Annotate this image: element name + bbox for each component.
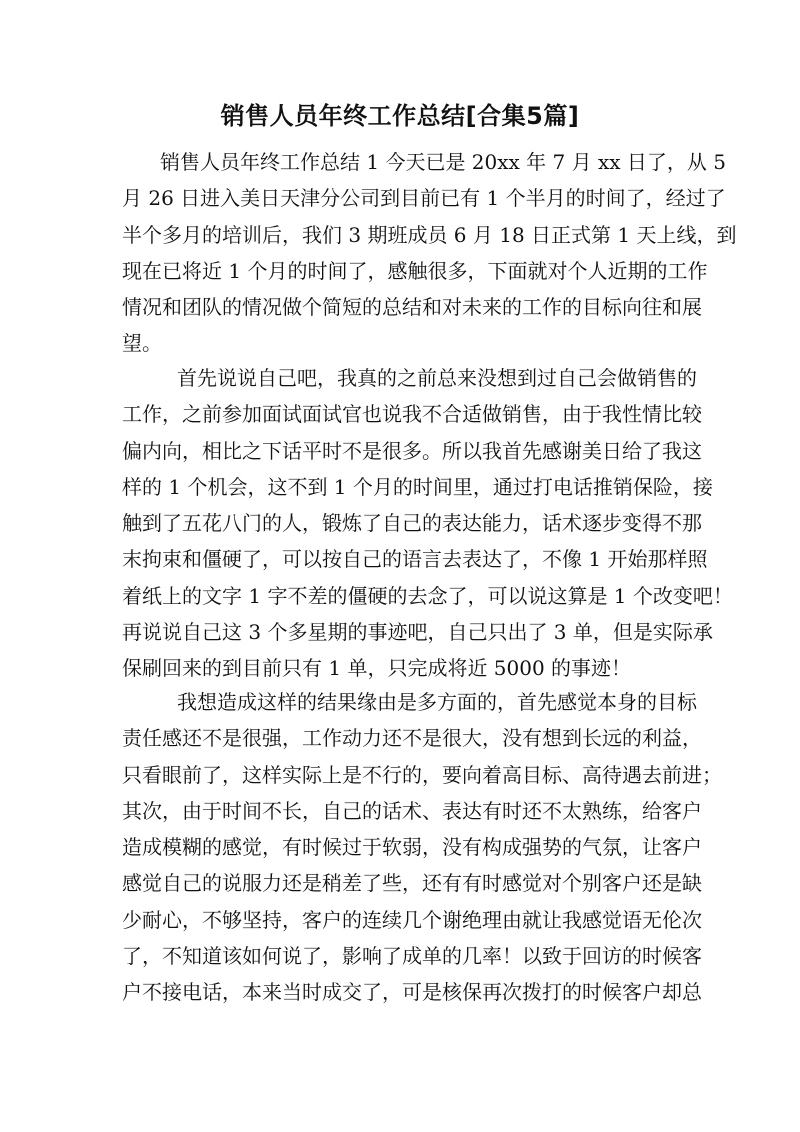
text-line: 月 26 日进入美日天津分公司到目前已有 1 个半月的时间了，经过了	[122, 186, 726, 211]
text-line: 少耐心，不够坚持，客户的连续几个谢绝理由就让我感觉语无伦次	[122, 907, 702, 932]
text-line: 触到了五花八门的人，锻炼了自己的表达能力，话术逐步变得不那	[122, 511, 702, 536]
text-line: 首先说说自己吧，我真的之前总来没想到过自己会做销售的	[177, 366, 697, 390]
text-line: 偏内向，相比之下话平时不是很多。所以我首先感谢美日给了我这	[122, 438, 702, 463]
text-line: 了，不知道该如何说了，影响了成单的几率！以致于回访的时候客	[122, 944, 702, 969]
text-line: 销售人员年终工作总结 1 今天已是 20xx 年 7 月 xx 日了，从 5	[160, 150, 726, 174]
text-line: 户不接电话，本来当时成交了，可是核保再次拨打的时候客户却总	[122, 980, 702, 1005]
text-line: 只看眼前了，这样实际上是不行的，要向着高目标、高待遇去前进；	[122, 762, 722, 787]
text-line: 半个多月的培训后，我们 3 期班成员 6 月 18 日正式第 1 天上线，到	[122, 222, 737, 247]
paragraph-3	[122, 684, 722, 1011]
text-line: 工作，之前参加面试面试官也说我不合适做销售，由于我性情比较	[122, 402, 702, 427]
text-line: 末拘束和僵硬了，可以按自己的语言去表达了，不像 1 开始那样照	[122, 547, 708, 572]
text-line: 样的 1 个机会，这不到 1 个月的时间里，通过打电话推销保险，接	[122, 474, 713, 499]
text-line: 着纸上的文字 1 字不差的僵硬的去念了，可以说这算是 1 个改变吧！	[122, 583, 733, 608]
paragraph-1	[122, 144, 737, 362]
text-line: 情况和团队的情况做个简短的总结和对未来的工作的目标向往和展	[122, 295, 702, 320]
text-line: 现在已将近 1 个月的时间了，感触很多，下面就对个人近期的工作	[122, 258, 708, 283]
text-line: 其次，由于时间不长，自己的话术、表达有时还不太熟练，给客户	[122, 798, 702, 823]
text-line: 责任感还不是很强，工作动力还不是很大，没有想到长远的利益，	[122, 726, 702, 751]
document-title: 销售人员年终工作总结[合集5篇]	[220, 102, 580, 130]
text-line: 望。	[122, 331, 162, 356]
text-line: 保刷回来的到目前只有 1 单，只完成将近 5000 的事迹！	[122, 656, 632, 681]
paragraph-2	[122, 360, 733, 687]
text-line: 造成模糊的感觉，有时候过于软弱，没有构成强势的气氛，让客户	[122, 835, 702, 860]
text-line: 再说说自己这 3 个多星期的事迹吧，自己只出了 3 单，但是实际承	[122, 620, 713, 645]
text-line: 感觉自己的说服力还是稍差了些，还有有时感觉对个别客户还是缺	[122, 871, 702, 896]
text-line: 我想造成这样的结果缘由是多方面的，首先感觉本身的目标	[177, 690, 697, 714]
